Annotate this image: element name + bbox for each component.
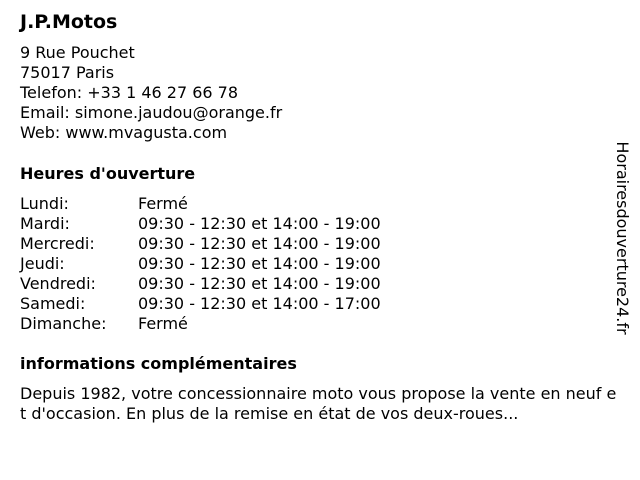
day-hours: 09:30 - 12:30 et 14:00 - 19:00	[138, 254, 381, 273]
address-street: 9 Rue Pouchet	[20, 43, 135, 62]
day-hours: 09:30 - 12:30 et 14:00 - 17:00	[138, 294, 381, 313]
day-label: Samedi:	[20, 294, 86, 313]
web-line: Web: www.mvagusta.com	[20, 123, 228, 142]
day-label: Lundi:	[20, 194, 69, 213]
business-description: Depuis 1982, votre concessionnaire moto vous propose la vente en neuf et d'occasion. En plus de la remise en état de vos deux-roues...	[20, 384, 617, 423]
day-label: Vendredi:	[20, 274, 96, 293]
hours-heading: Heures d'ouverture	[20, 164, 196, 183]
day-hours: 09:30 - 12:30 et 14:00 - 19:00	[138, 274, 381, 293]
email-line: Email: simone.jaudou@orange.fr	[20, 103, 283, 122]
day-label: Jeudi:	[20, 254, 65, 273]
address-city: 75017 Paris	[20, 63, 115, 82]
day-hours: Fermé	[138, 314, 188, 333]
site-watermark: Horairesdouverture24.fr	[613, 141, 632, 335]
day-label: Dimanche:	[20, 314, 107, 333]
info-heading: informations complémentaires	[20, 354, 297, 373]
day-hours: 09:30 - 12:30 et 14:00 - 19:00	[138, 234, 381, 253]
day-label: Mardi:	[20, 214, 70, 233]
day-hours: 09:30 - 12:30 et 14:00 - 19:00	[138, 214, 381, 233]
phone-line: Telefon: +33 1 46 27 66 78	[20, 83, 239, 102]
contact-block	[20, 43, 282, 143]
business-name: J.P.Motos	[20, 11, 118, 33]
day-label: Mercredi:	[20, 234, 95, 253]
day-hours: Fermé	[138, 194, 188, 213]
